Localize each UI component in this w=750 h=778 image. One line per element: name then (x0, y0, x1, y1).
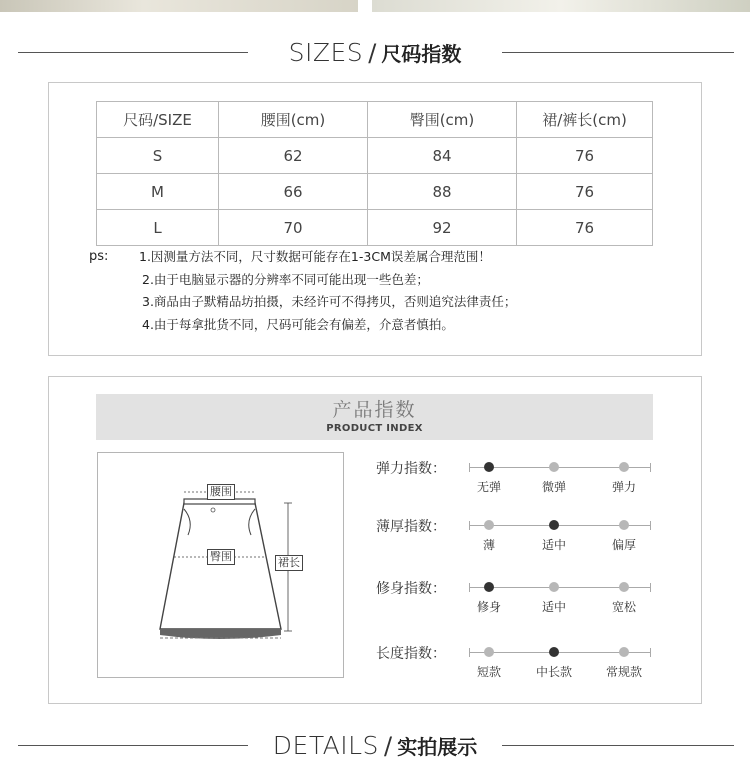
table-row (97, 138, 653, 174)
table-cell: 84 (368, 138, 517, 174)
table-cell: 92 (368, 210, 517, 246)
index-option-label: 短款 (476, 665, 501, 679)
sizes-title (0, 36, 750, 73)
table-cell: 66 (219, 174, 368, 210)
index-label: 修身指数： (376, 581, 446, 597)
notes-list (139, 246, 619, 336)
note-item: 4.由于每拿批货不同，尺码可能会有偏差，介意者慎拍。 (142, 316, 454, 332)
index-option-label: 修身 (476, 600, 501, 614)
index-scale-tick (469, 521, 470, 530)
index-scale-tick (469, 583, 470, 592)
length-label: 裙长 (275, 555, 303, 571)
table-cell: 76 (517, 210, 653, 246)
index-dot (484, 520, 494, 530)
index-label: 薄厚指数： (376, 519, 446, 535)
index-scale-tick (650, 583, 651, 592)
table-cell: 76 (517, 138, 653, 174)
notes-prefix: ps: (89, 249, 109, 264)
table-header-cell: 臀围(cm) (368, 102, 517, 138)
index-scale-tick (650, 463, 651, 472)
table-cell: 62 (219, 138, 368, 174)
index-dot (619, 582, 629, 592)
index-option-label: 无弹 (476, 480, 501, 494)
top-photo-strip (0, 0, 750, 12)
details-title-cn: 实拍展示 (397, 735, 478, 759)
index-dot (619, 520, 629, 530)
index-dot-selected (484, 462, 494, 472)
index-scale-tick (650, 521, 651, 530)
table-cell: 88 (368, 174, 517, 210)
table-header-row (97, 102, 653, 138)
index-label: 长度指数： (376, 646, 446, 662)
product-indices (49, 377, 699, 702)
note-item: 3.商品由子默精品坊拍摄，未经许可不得拷贝，否则追究法律责任； (142, 294, 517, 309)
table-row (97, 210, 653, 246)
sizes-title-cn: 尺码指数 (381, 42, 462, 66)
table-header-cell: 裙/裤长(cm) (517, 102, 653, 138)
index-option-label: 弹力 (611, 480, 636, 494)
index-dot-selected (549, 520, 559, 530)
details-title-en: DETAILS (272, 731, 379, 760)
table-row (97, 174, 653, 210)
sizes-heading (0, 36, 750, 70)
index-dot-selected (484, 582, 494, 592)
product-index-title-cn: 产品指数 (332, 399, 417, 421)
index-label: 弹力指数： (376, 461, 446, 477)
table-cell: 76 (517, 174, 653, 210)
details-heading (0, 729, 750, 763)
index-option-label: 宽松 (611, 600, 636, 614)
index-option-label: 适中 (541, 600, 566, 614)
index-dot (549, 462, 559, 472)
product-index-title-en: PRODUCT INDEX (326, 423, 423, 434)
note-item: 2.由于电脑显示器的分辨率不同可能出现一些色差； (142, 271, 429, 287)
table-cell: M (97, 174, 219, 210)
index-option-label: 微弹 (541, 480, 566, 494)
size-table (96, 101, 653, 246)
index-dot-selected (549, 647, 559, 657)
index-option-label: 中长款 (535, 665, 572, 679)
details-title-separator: / (384, 732, 393, 760)
index-option-label: 常规款 (605, 665, 642, 679)
index-scale-tick (469, 463, 470, 472)
product-index-box (48, 376, 702, 704)
index-dot (619, 647, 629, 657)
product-photo-right (372, 0, 750, 12)
sizes-title-separator: / (368, 39, 377, 67)
index-option-label: 偏厚 (611, 538, 636, 552)
index-scale-tick (650, 648, 651, 657)
index-dot (619, 462, 629, 472)
table-cell: S (97, 138, 219, 174)
table-header-cell: 尺码/SIZE (97, 102, 219, 138)
size-chart-box (48, 82, 702, 356)
waist-label: 腰围 (207, 484, 235, 500)
note-item: 1.因测量方法不同，尺寸数据可能存在1-3CM误差属合理范围！ (139, 249, 491, 264)
table-cell: 70 (219, 210, 368, 246)
index-scale-tick (469, 648, 470, 657)
product-photo-left (0, 0, 358, 12)
table-header-cell: 腰围(cm) (219, 102, 368, 138)
index-dot (549, 582, 559, 592)
table-cell: L (97, 210, 219, 246)
details-title (0, 729, 750, 766)
index-option-label: 适中 (541, 538, 566, 552)
index-dot (484, 647, 494, 657)
sizes-title-en: SIZES (288, 38, 364, 67)
hip-label: 臀围 (207, 549, 235, 565)
index-option-label: 薄 (482, 538, 495, 552)
